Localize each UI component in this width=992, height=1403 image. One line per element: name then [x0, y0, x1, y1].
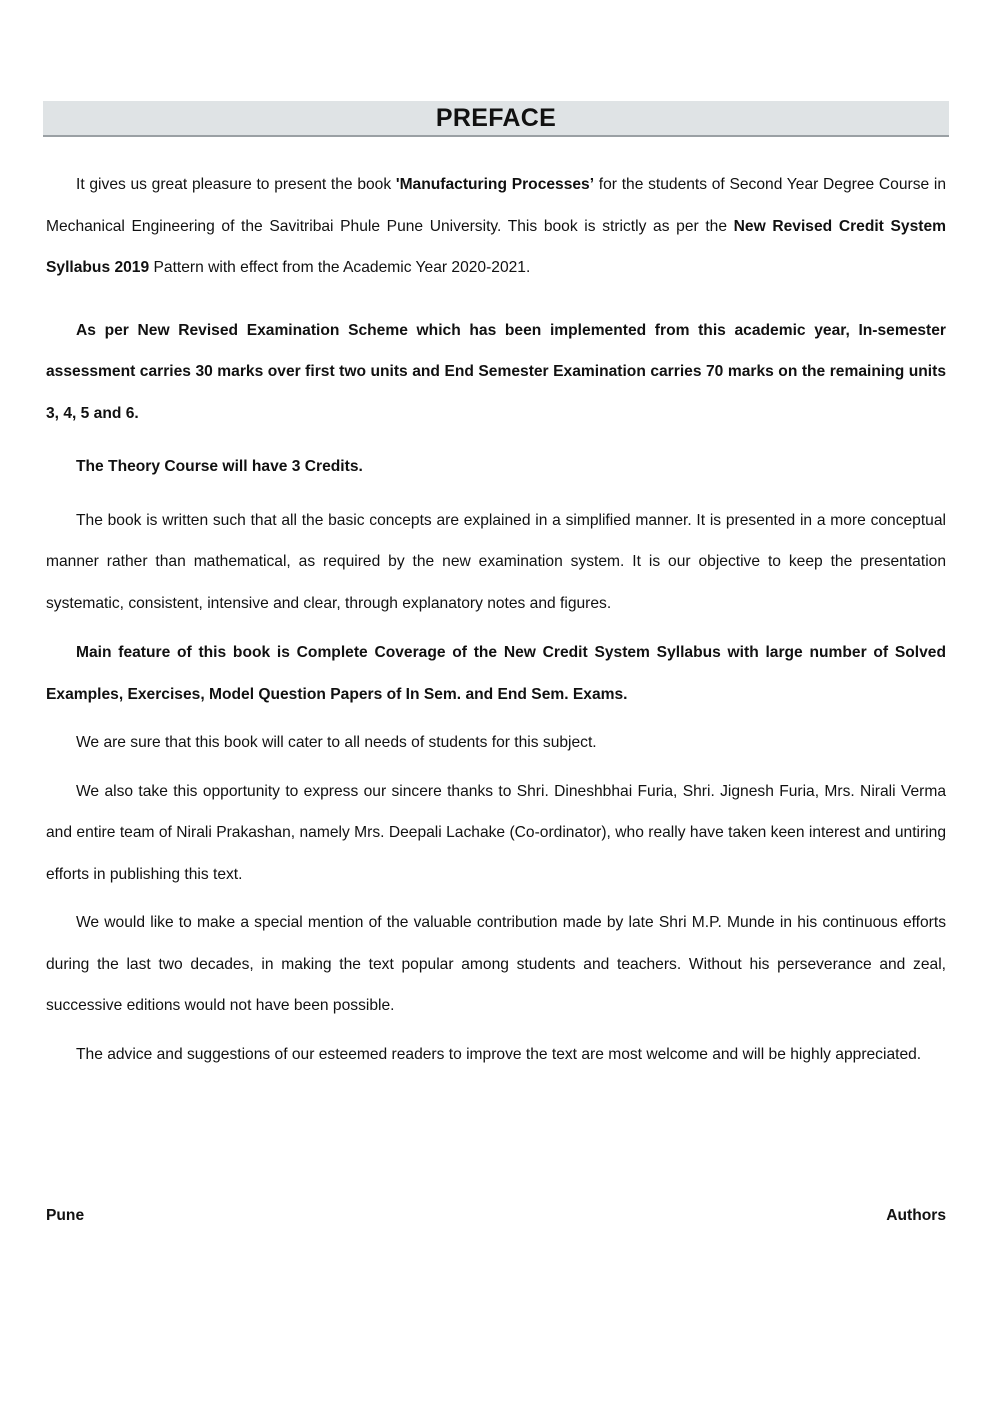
credits-paragraph: The Theory Course will have 3 Credits. [76, 458, 363, 475]
advice-paragraph: The advice and suggestions of our esteemed readers to improve the text are most welcome and will be highly appreciated. [76, 1045, 922, 1063]
intro-text-3: Pattern with effect from the Academic Year 2020-2021. [149, 259, 531, 276]
intro-paragraph [46, 164, 946, 289]
syllabus-name: New Revised Credit System Syllabus 2019 [46, 217, 946, 276]
book-title: 'Manufacturing Processes’ [395, 176, 595, 193]
preface-body [46, 164, 946, 1075]
exam-scheme-paragraph: As per New Revised Examination Scheme which has been implemented from this academic year, In-semester assessment carries 30 marks over first two units and End Semester Examination carries 70 marks on the remaining units 3, 4, 5 and 6. [46, 321, 946, 422]
signature-authors: Authors [886, 1207, 946, 1224]
concepts-paragraph: The book is written such that all the basic concepts are explained in a simplified manner. It is presented in a more conceptual manner rather than mathematical, as required by the new examination system. It is our objective to keep the presentation systematic, consistent, intensive and clear, through explanatory notes and figures. [46, 511, 946, 612]
page-title: PREFACE [435, 104, 557, 132]
signature-place: Pune [46, 1207, 85, 1224]
cater-paragraph: We are sure that this book will cater to all needs of students for this subject. [76, 734, 597, 751]
feature-paragraph: Main feature of this book is Complete Coverage of the New Credit System Syllabus with large number of Solved Examples, Exercises, Model Question Papers of In Sem. and End Sem. Exams. [46, 644, 946, 703]
intro-text-1: It gives us great pleasure to present the book [76, 176, 396, 193]
thanks-paragraph: We also take this opportunity to express our sincere thanks to Shri. Dineshbhai Furia, Shri. Jignesh Furia, Mrs. Nirali Verma and entire team of Nirali Prakashan, namely Mrs. Deepali Lachake (Co-ordinator), who really have taken keen interest and untiring efforts in publishing this text. [46, 782, 946, 883]
title-banner [43, 101, 949, 137]
mention-paragraph: We would like to make a special mention of the valuable contribution made by late Shri M.P. Munde in his continuous efforts during the last two decades, in making the text popular among students and teachers. Without his perseverance and zeal, successive editions would not have been possible. [46, 914, 946, 1014]
intro-text-2: for the students of Second Year Degree Course in Mechanical Engineering of the Savitribai Phule Pune University. This book is strictly as per the [46, 176, 947, 235]
